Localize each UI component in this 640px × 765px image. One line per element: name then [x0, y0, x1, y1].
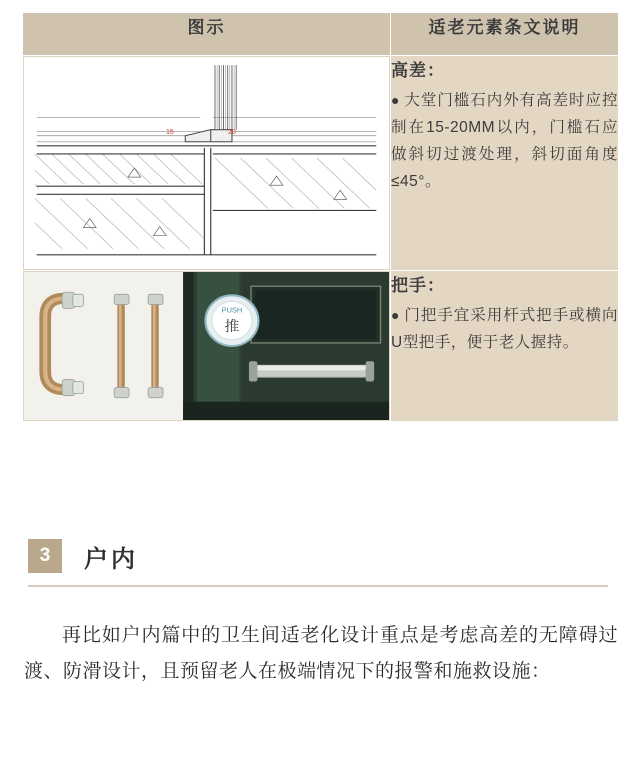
bullet-icon: ● [391, 92, 401, 108]
body-paragraph: 再比如户内篇中的卫生间适老化设计重点是考虑高差的无障碍过渡、防滑设计，且预留老人在极端情况下的报警和施救设施： [24, 625, 618, 683]
section-title: 户内 [84, 545, 138, 573]
svg-text:推: 推 [224, 319, 240, 335]
dimension-15: 15 [166, 129, 174, 136]
door-handle-photo [23, 271, 390, 421]
figure-cell-handle [23, 271, 391, 422]
table-header-figure: 图示 [23, 13, 391, 56]
section-number-badge: 3 [28, 539, 62, 573]
elements-table [22, 12, 618, 422]
table-header-row [23, 13, 619, 56]
description-body-text: 门把手宜采用杆式把手或横向U型把手，便于老人握持。 [391, 307, 618, 352]
dimension-20: 20 [228, 129, 236, 136]
table-header-description: 适老元素条文说明 [391, 13, 619, 56]
description-body [391, 302, 618, 356]
table-row [23, 271, 619, 422]
section-divider [28, 585, 608, 587]
door-handle-svg [24, 272, 389, 420]
description-title: 把手： [391, 276, 445, 295]
threshold-stone-section-drawing [23, 56, 390, 270]
description-title: 高差： [391, 61, 445, 80]
description-cell-height-difference [391, 56, 619, 271]
figure-cell-height-difference [23, 56, 391, 271]
section-heading [28, 535, 608, 587]
description-body [391, 87, 618, 196]
svg-text:PUSH: PUSH [221, 305, 243, 315]
table-row [23, 56, 619, 271]
description-body-text: 大堂门槛石内外有高差时应控制在15-20MM以内，门槛石应做斜切过渡处理，斜切面角度≤45°。 [391, 92, 618, 191]
description-cell-handle [391, 271, 619, 422]
threshold-section-svg [24, 57, 389, 269]
bullet-icon: ● [391, 307, 401, 323]
